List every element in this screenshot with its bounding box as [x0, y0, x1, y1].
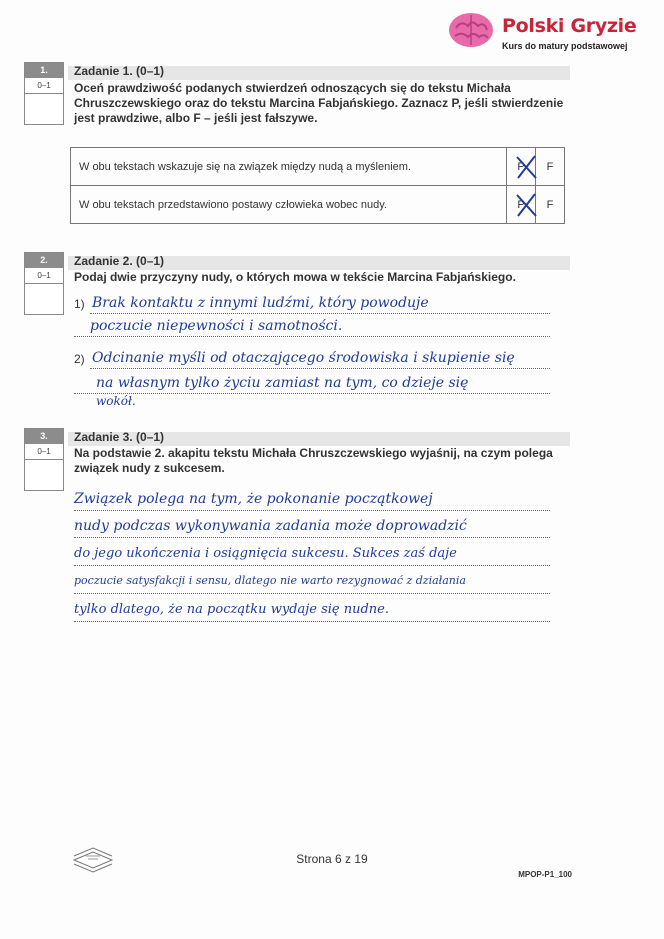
task-3-number: 3. [25, 429, 63, 444]
task-1-title: Zadanie 1. (0–1) [74, 64, 165, 78]
task-2-box [24, 252, 64, 315]
answer-1-line-2[interactable]: poczucie niepewności i samotności. [90, 318, 343, 334]
answer-line [74, 565, 550, 566]
answer-2-label: 2) [74, 352, 85, 366]
answer-3-line-2[interactable]: nudy podczas wykonywania zadania może doprowadzić [74, 518, 467, 534]
task-3-points: 0–1 [25, 444, 63, 460]
answer-line [90, 368, 550, 369]
answer-line [74, 336, 550, 337]
answer-3-line-1[interactable]: Związek polega na tym, że pokonanie początkowej [74, 491, 433, 507]
document-code: MPOP-P1_100 [518, 870, 572, 879]
task-3-score-field [25, 460, 63, 490]
answer-line [74, 593, 550, 594]
answer-line [74, 621, 550, 622]
task-2-score-field [25, 284, 63, 314]
answer-line [74, 510, 550, 511]
option-f-label: F [546, 198, 554, 211]
answer-1-line-1[interactable]: Brak kontaktu z innymi ludźmi, który powoduje [92, 295, 429, 311]
task-3-title: Zadanie 3. (0–1) [74, 430, 165, 444]
task-1-number: 1. [25, 63, 63, 78]
answer-3-line-4[interactable]: poczucie satysfakcji i sensu, dlatego nie warto rezygnować z działania [74, 574, 466, 587]
task-3-box [24, 428, 64, 491]
answer-line [90, 313, 550, 314]
page-number: Strona 6 z 19 [296, 852, 368, 866]
answer-1-label: 1) [74, 297, 85, 311]
option-f-label: F [546, 160, 554, 173]
brain-icon [446, 10, 496, 50]
task-2-points: 0–1 [25, 268, 63, 284]
task-1-score-field [25, 94, 63, 124]
answer-3-line-3[interactable]: do jego ukończenia i osiągnięcia sukcesu. Sukces zaś daje [74, 546, 457, 561]
answer-line [74, 393, 550, 394]
answer-2-line-2[interactable]: na własnym tylko życiu zamiast na tym, co dzieje się [96, 375, 469, 391]
true-false-table [70, 147, 565, 224]
task-3-instruction: Na podstawie 2. akapitu tekstu Michała Chruszczewskiego wyjaśnij, na czym polega związek nudy z sukcesem. [74, 446, 553, 475]
logo-subtitle: Kurs do matury podstawowej [502, 41, 628, 51]
task-1-box [24, 62, 64, 125]
logo [446, 10, 656, 52]
option-p-label: P [517, 160, 525, 173]
option-f-cell[interactable] [536, 148, 565, 186]
option-p-cell[interactable] [507, 186, 536, 224]
option-f-cell[interactable] [536, 186, 565, 224]
task-2-instruction: Podaj dwie przyczyny nudy, o których mowa w tekście Marcina Fabjańskiego. [74, 270, 516, 284]
table-row [71, 148, 565, 186]
answer-line [74, 537, 550, 538]
answer-3-line-5[interactable]: tylko dlatego, że na początku wydaje się nudne. [74, 602, 390, 617]
task-2-title: Zadanie 2. (0–1) [74, 254, 165, 268]
answer-2-line-3[interactable]: wokół. [96, 394, 136, 408]
option-p-label: P [517, 198, 525, 211]
logo-title: Polski Gryzie [502, 15, 637, 37]
task-1-points: 0–1 [25, 78, 63, 94]
table-row [71, 186, 565, 224]
task-2-number: 2. [25, 253, 63, 268]
task-1-instruction: Oceń prawdziwość podanych stwierdzeń odnoszących się do tekstu Michała Chruszczewskiego oraz do tekstu Marcina Fabjańskiego. Zaznacz P, jeśli stwierdzenie jest prawdziwe, albo F – jeśli jest fałszywe. [74, 81, 564, 125]
option-p-cell[interactable] [507, 148, 536, 186]
answer-2-line-1[interactable]: Odcinanie myśli od otaczającego środowiska i skupienie się [92, 350, 515, 366]
statement-cell: W obu tekstach wskazuje się na związek między nudą a myśleniem. [71, 148, 507, 186]
statement-cell: W obu tekstach przedstawiono postawy człowieka wobec nudy. [71, 186, 507, 224]
